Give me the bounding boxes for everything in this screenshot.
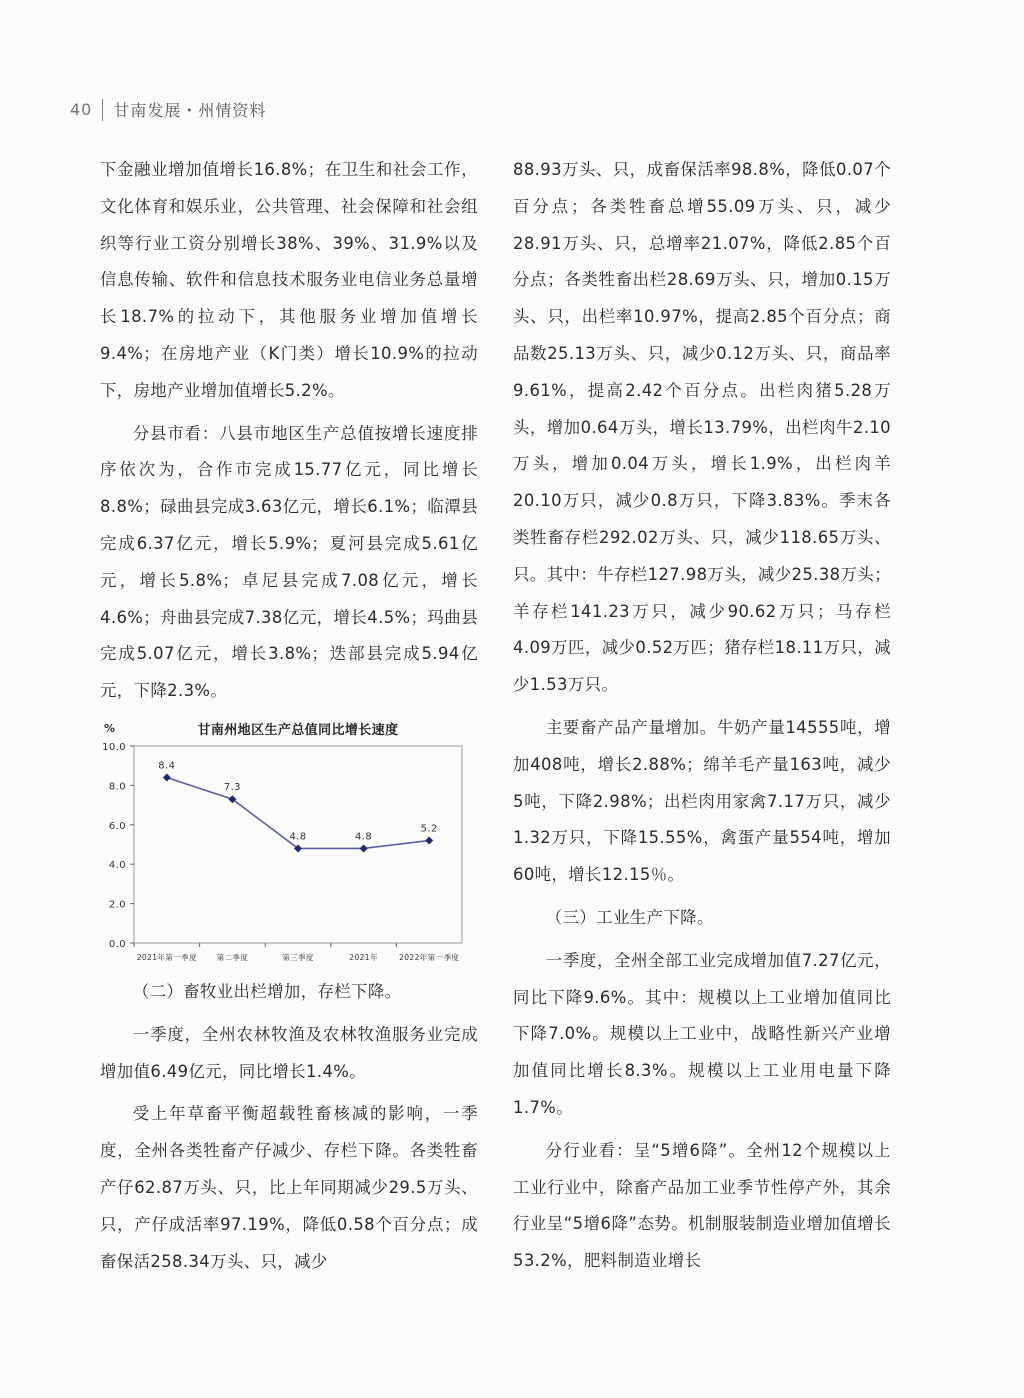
paragraph: 下金融业增加值增长16.8%；在卫生和社会工作，文化体育和娱乐业，公共管理、社会保障和社会组织等行业工资分别增长38%、39%、31.9%以及信息传输、软件和信息技术服务业电信业务总量增长18.7%的拉动下，其他服务业增加值增长9.4%；在房地产业（K门类）增长10.9%的拉动下，房地产业增加值增长5.2%。	[100, 160, 478, 400]
data-point	[360, 844, 368, 852]
y-tick-label: 6.0	[108, 820, 126, 832]
paragraph: 一季度，全州农林牧渔及农林牧渔服务业完成增加值6.49亿元，同比增长1.4%。	[100, 1024, 478, 1081]
chart-svg	[98, 716, 476, 974]
paragraph: 分行业看：呈“5增6降”。全州12个规模以上工业行业中，除畜产品加工业季节性停产外，其余行业呈“5增6降”态势。机制服装制造业增加值增长53.2%，肥料制造业增长	[513, 1140, 891, 1271]
growth-rate-chart	[98, 716, 476, 974]
paragraph: 88.93万头、只，成畜保活率98.8%，降低0.07个百分点；各类牲畜总增55.09万头、只，减少28.91万头、只，总增率21.07%，降低2.85个百分点；各类牲畜出栏28.69万头、只，增加0.15万头、只，出栏率10.97%，提高2.85个百分点；商品数25.13万头、只，减少0.12万头、只，商品率9.61%，提高2.42个百分点。出栏肉猪5.28万头，增加0.64万头，增长13.79%，出栏肉牛2.10万头，增加0.04万头，增长1.9%，出栏肉羊20.10万只，减少0.8万只，下降3.83%。季末各类牲畜存栏292.02万头、只，减少118.65万头、只。其中：牛存栏127.98万头，减少25.38万头；羊存栏141.23万只，减少90.62万只；马存栏4.09万匹，减少0.52万匹；猪存栏18.11万只，减少1.53万只。	[513, 160, 891, 695]
paragraph: 主要畜产品产量增加。牛奶产量14555吨，增加408吨，增长2.88%；绵羊毛产量163吨，减少5吨，下降2.98%；出栏肉用家禽7.17万只，减少1.32万只，下降15.55%，禽蛋产量554吨，增加60吨，增长12.15％。	[513, 717, 891, 885]
x-tick-label: 2021年	[349, 952, 378, 962]
x-tick-label: 2021年第一季度	[136, 952, 197, 962]
data-label: 8.4	[158, 760, 176, 772]
header-divider	[102, 99, 103, 121]
y-tick-label: 0.0	[108, 938, 126, 950]
publication-title: 甘南发展・州情资料	[113, 101, 267, 120]
left-column-bottom-text	[100, 974, 478, 1280]
paragraph: （二）畜牧业出栏增加，存栏下降。	[132, 981, 402, 1001]
x-tick-label: 第二季度	[216, 952, 249, 962]
page-header	[70, 98, 266, 121]
y-tick-label: 4.0	[108, 860, 126, 872]
right-column	[513, 152, 891, 1280]
paragraph: 分县市看：八县市地区生产总值按增长速度排序依次为，合作市完成15.77亿元，同比增长8.8%；碌曲县完成3.63亿元，增长6.1%；临潭县完成6.37亿元，增长5.9%；夏河县完成5.61亿元，增长5.8%；卓尼县完成7.08亿元，增长4.6%；舟曲县完成7.38亿元，增长4.5%；玛曲县完成5.07亿元，增长3.8%；迭部县完成5.94亿元，下降2.3%。	[100, 423, 478, 701]
y-tick-label: 10.0	[102, 741, 126, 753]
paragraph: 受上年草畜平衡超载牲畜核减的影响，一季度，全州各类牲畜产仔减少、存栏下降。各类牲畜产仔62.87万头、只，比上年同期减少29.5万头、只，产仔成活率97.19%，降低0.58个百分点；成畜保活258.34万头、只，减少	[100, 1104, 478, 1271]
chart-title: 甘南州地区生产总值同比增长速度	[197, 722, 399, 738]
y-axis-label: %	[104, 721, 116, 735]
page-number: 40	[70, 100, 93, 119]
x-tick-label: 2022年第一季度	[399, 952, 460, 962]
data-label: 7.3	[223, 782, 241, 794]
y-tick-label: 2.0	[108, 899, 126, 911]
data-label: 4.8	[355, 831, 373, 843]
x-tick-label: 第三季度	[282, 952, 314, 962]
left-column-top-text	[100, 152, 478, 710]
y-tick-label: 8.0	[108, 781, 126, 793]
data-label: 4.8	[289, 831, 307, 843]
paragraph: 一季度，全州全部工业完成增加值7.27亿元，同比下降9.6%。其中：规模以上工业增加值同比下降7.0%。规模以上工业中，战略性新兴产业增加值同比增长8.3%。规模以上工业用电量下降1.7%。	[513, 950, 891, 1117]
data-point	[425, 837, 433, 845]
left-column	[100, 152, 478, 1280]
data-label: 5.2	[420, 823, 438, 835]
data-point	[163, 773, 171, 781]
paragraph: （三）工业生产下降。	[545, 907, 714, 927]
